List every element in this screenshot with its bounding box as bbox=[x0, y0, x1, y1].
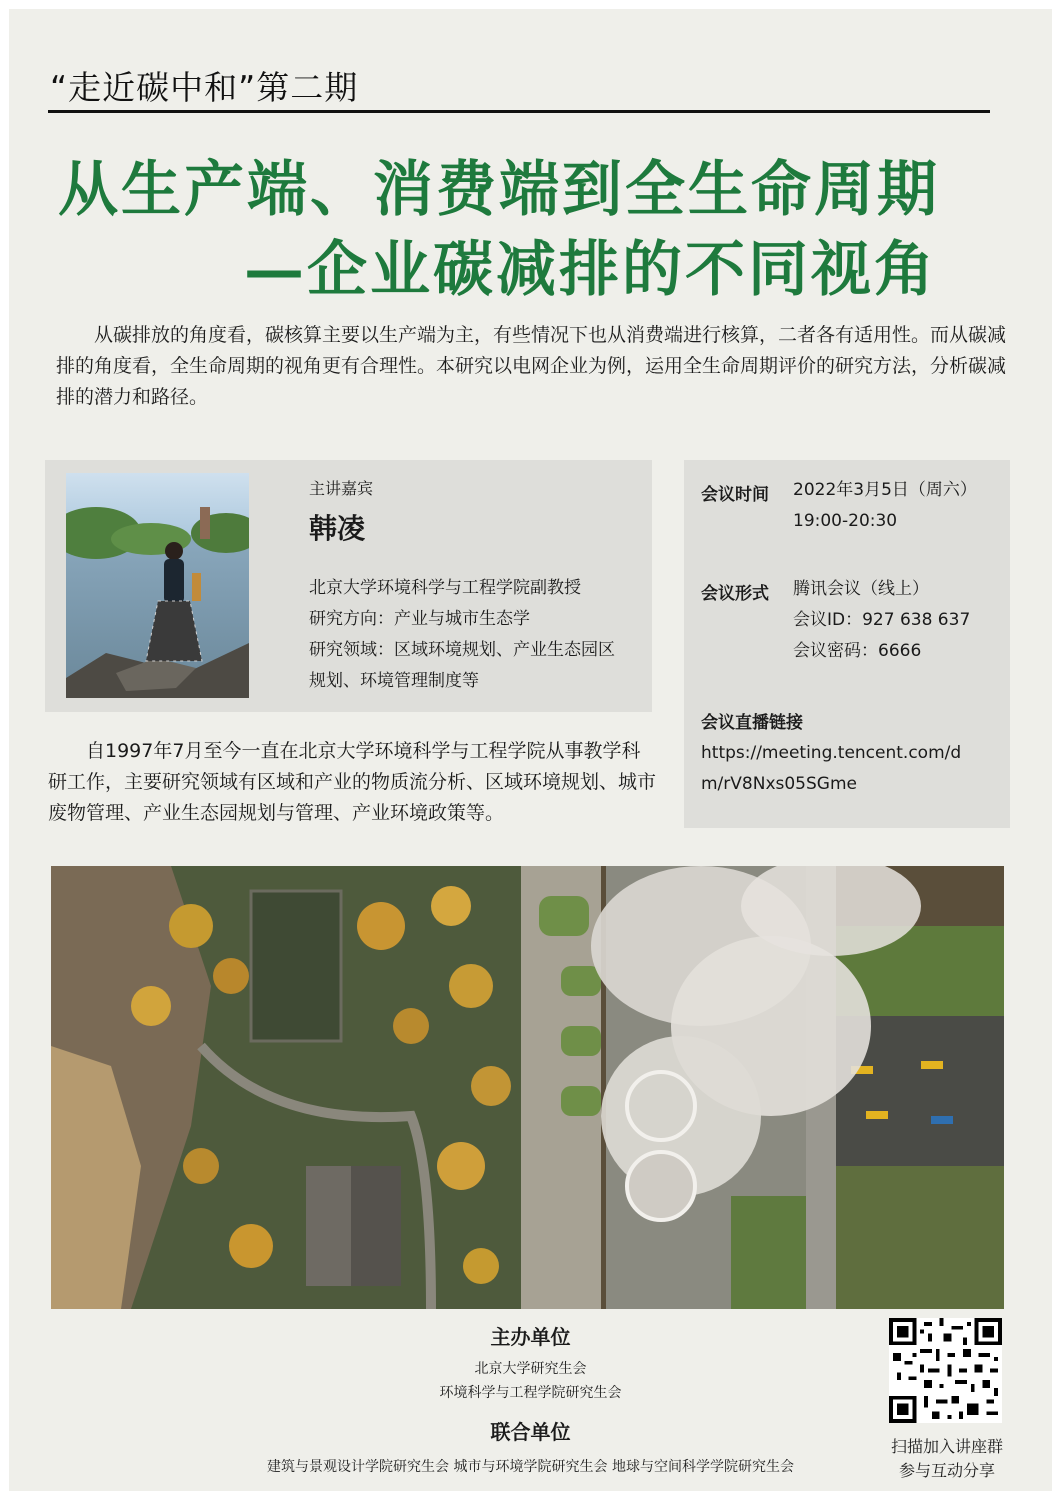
meeting-id: 会议ID：927 638 637 bbox=[793, 610, 971, 630]
meeting-platform: 腾讯会议（线上） bbox=[793, 579, 929, 599]
main-title-line2: —企业碳减排的不同视角 bbox=[244, 235, 937, 305]
host-org-2: 环境科学与工程学院研究生会 bbox=[439, 1385, 622, 1401]
speaker-field-line1: 研究领域：区域环境规划、产业生态园区 bbox=[309, 640, 615, 660]
meeting-date: 2022年3月5日（周六） bbox=[793, 480, 977, 500]
speaker-field-line2: 规划、环境管理制度等 bbox=[309, 671, 479, 691]
qr-caption-line2: 参与互动分享 bbox=[898, 1461, 995, 1480]
speaker-label: 主讲嘉宾 bbox=[309, 479, 374, 498]
co-organizer-title: 联合单位 bbox=[490, 1420, 571, 1444]
speaker-photo-image bbox=[66, 473, 249, 698]
speaker-bio: 自1997年7月至今一直在北京大学环境科学与工程学院从事教学科研工作，主要研究领域有区域和产业的物质流分析、区域环境规划、城市废物管理、产业生态园规划与管理、产业环境政策等。 bbox=[48, 740, 657, 824]
speaker-direction: 研究方向：产业与城市生态学 bbox=[309, 609, 530, 629]
meeting-time-label: 会议时间 bbox=[701, 485, 769, 505]
series-title: “走近碳中和”第二期 bbox=[50, 68, 359, 107]
meeting-link[interactable]: https://meeting.tencent.com/dm/rV8Nxs05SGme bbox=[701, 743, 962, 794]
speaker-details bbox=[309, 573, 644, 697]
aerial-power-plant-photo bbox=[51, 866, 1004, 1309]
meeting-password: 会议密码：6666 bbox=[793, 641, 922, 661]
speaker-name: 韩凌 bbox=[309, 512, 366, 545]
meeting-hours: 19:00-20:30 bbox=[793, 511, 898, 531]
qr-caption bbox=[868, 1435, 1026, 1483]
main-title-line1: 从生产端、消费端到全生命周期 bbox=[58, 155, 940, 225]
aerial-photo-image bbox=[51, 866, 1004, 1309]
host-title: 主办单位 bbox=[490, 1325, 571, 1349]
meeting-format-label: 会议形式 bbox=[701, 584, 769, 604]
abstract-paragraph: 从碳排放的角度看，碳核算主要以生产端为主，有些情况下也从消费端进行核算，二者各有适用性。而从碳减排的角度看，全生命周期的视角更有合理性。本研究以电网企业为例，运用全生命周期评价的研究方法，分析碳减排的潜力和路径。 bbox=[56, 324, 1007, 408]
header-divider bbox=[48, 110, 990, 113]
qr-code-image bbox=[889, 1318, 1002, 1423]
qr-caption-line1: 扫描加入讲座群 bbox=[890, 1437, 1003, 1456]
host-org-1: 北京大学研究生会 bbox=[474, 1361, 587, 1377]
qr-code[interactable] bbox=[889, 1318, 1002, 1423]
speaker-photo bbox=[66, 473, 249, 698]
meeting-link-label: 会议直播链接 bbox=[701, 713, 803, 733]
speaker-position: 北京大学环境科学与工程学院副教授 bbox=[309, 578, 581, 598]
co-organizer-list: 建筑与景观设计学院研究生会 城市与环境学院研究生会 地球与空间科学学院研究生会 bbox=[267, 1459, 794, 1475]
